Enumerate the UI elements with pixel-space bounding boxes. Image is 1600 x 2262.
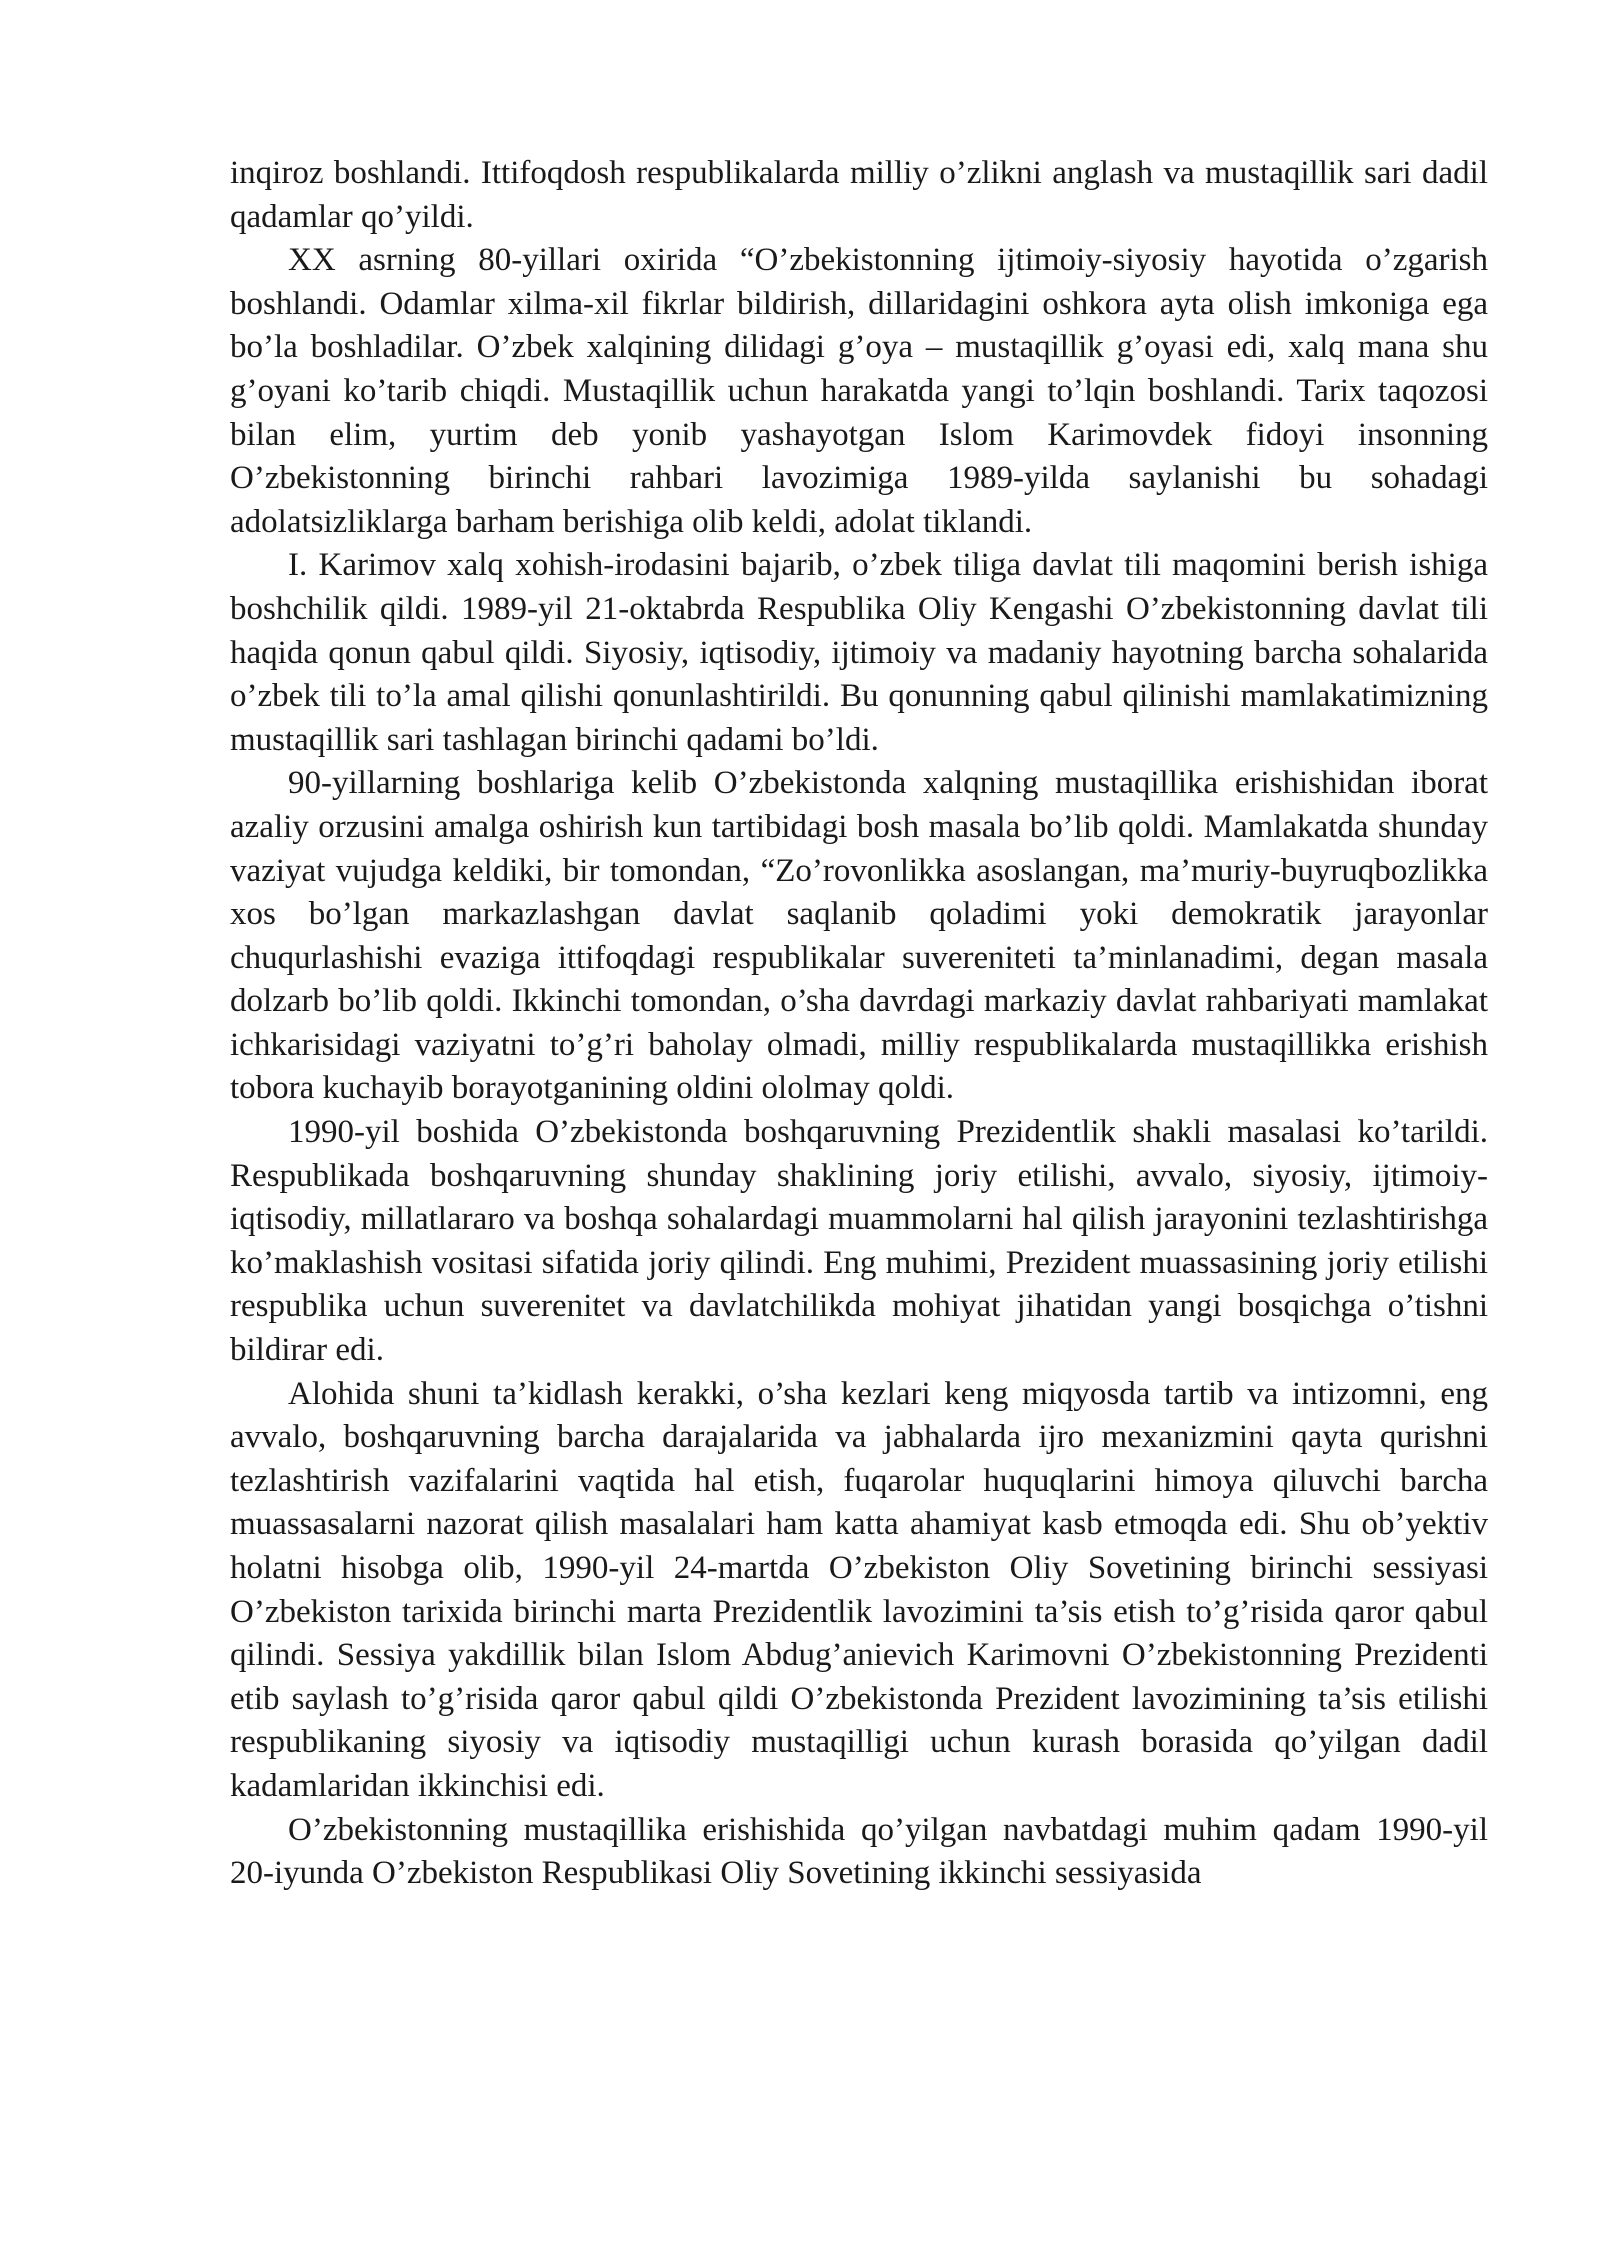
paragraph-5: 1990-yil boshida O’zbekistonda boshqaruvning Prezidentlik shakli masalasi ko’tarildi. Respublikada boshqaruvning shunday shaklining joriy etilishi, avvalo, siyosiy, ijtimoiy-iqtisodiy, millatlararo va boshqa sohalardagi muammolarni hal qilish jarayonini tezlashtirishga ko’maklashish vositasi sifatida joriy qilindi. Eng muhimi, Prezident muassasining joriy etilishi respublika uchun suverenitet va davlatchilikda mohiyat jihatidan yangi bosqichga o’tishni bildirar edi. bbox=[230, 1114, 1488, 1369]
paragraph-2: XX asrning 80-yillari oxirida “O’zbekistonning ijtimoiy-siyosiy hayotida o’zgarish boshlandi. Odamlar xilma-xil fikrlar bildirish, dillaridagini oshkora ayta olish imkoniga ega bo’la boshladilar. O’zbek xalqining dilidagi g’oya – mustaqillik g’oyasi edi, xalq mana shu g’oyani ko’tarib chiqdi. Mustaqillik uchun harakatda yangi to’lqin boshlandi. Tarix taqozosi bilan elim, yurtim deb yonib yashayotgan Islom Karimovdek fidoyi insonning O’zbekistonning birinchi rahbari lavozimiga 1989-yilda saylanishi bu sohadagi adolatsizliklarga barham berishiga olib keldi, adolat tiklandi. bbox=[230, 242, 1488, 540]
paragraph-1: inqiroz boshlandi. Ittifoqdosh respublikalarda milliy o’zlikni anglash va mustaqillik sari dadil qadamlar qo’yildi. bbox=[230, 155, 1488, 235]
paragraph-7: O’zbekistonning mustaqillika erishishida qo’yilgan navbatdagi muhim qadam 1990-yil 20-iyunda O’zbekiston Respublikasi Oliy Sovetining ikkinchi sessiyasida bbox=[230, 1811, 1488, 1892]
paragraph-4: 90-yillarning boshlariga kelib O’zbekistonda xalqning mustaqillika erishishidan iborat azaliy orzusini amalga oshirish kun tartibidagi bosh masala bo’lib qoldi. Mamlakatda shunday vaziyat vujudga keldiki, bir tomondan, “Zo’rovonlikka asoslangan, ma’muriy-buyruqbozlikka xos bo’lgan markazlashgan davlat saqlanib qoladimi yoki demokratik jarayonlar chuqurlashishi evaziga ittifoqdagi respublikalar suvereniteti ta’minlanadimi, degan masala dolzarb bo’lib qoldi. Ikkinchi tomondan, o’sha davrdagi markaziy davlat rahbariyati mamlakat ichkarisidagi vaziyatni to’g’ri baholay olmadi, milliy respublikalarda mustaqillikka erishish tobora kuchayib borayotganining oldini ololmay qoldi. bbox=[230, 765, 1488, 1107]
paragraph-3: I. Karimov xalq xohish-irodasini bajarib, o’zbek tiliga davlat tili maqomini berish ishiga boshchilik qildi. 1989-yil 21-oktabrda Respublika Oliy Kengashi O’zbekistonning davlat tili haqida qonun qabul qildi. Siyosiy, iqtisodiy, ijtimoiy va madaniy hayotning barcha sohalarida o’zbek tili to’la amal qilishi qonunlashtirildi. Bu qonunning qabul qilinishi mamlakatimizning mustaqillik sari tashlagan birinchi qadami bo’ldi. bbox=[230, 547, 1488, 758]
document-page bbox=[230, 152, 1488, 1896]
paragraph-6: Alohida shuni ta’kidlash kerakki, o’sha kezlari keng miqyosda tartib va intizomni, eng avvalo, boshqaruvning barcha darajalarida va jabhalarda ijro mexanizmini qayta qurishni tezlashtirish vazifalarini vaqtida hal etish, fuqarolar huquqlarini himoya qiluvchi barcha muassasalarni nazorat qilish masalalari ham katta ahamiyat kasb etmoqda edi. Shu ob’yektiv holatni hisobga olib, 1990-yil 24-martda O’zbekiston Oliy Sovetining birinchi sessiyasi O’zbekiston tarixida birinchi marta Prezidentlik lavozimini ta’sis etish to’g’risida qaror qabul qilindi. Sessiya yakdillik bilan Islom Abdug’anievich Karimovni O’zbekistonning Prezidenti etib saylash to’g’risida qaror qabul qildi O’zbekistonda Prezident lavozimining ta’sis etilishi respublikaning siyosiy va iqtisodiy mustaqilligi uchun kurash borasida qo’yilgan dadil kadamlaridan ikkinchisi edi. bbox=[230, 1375, 1488, 1804]
